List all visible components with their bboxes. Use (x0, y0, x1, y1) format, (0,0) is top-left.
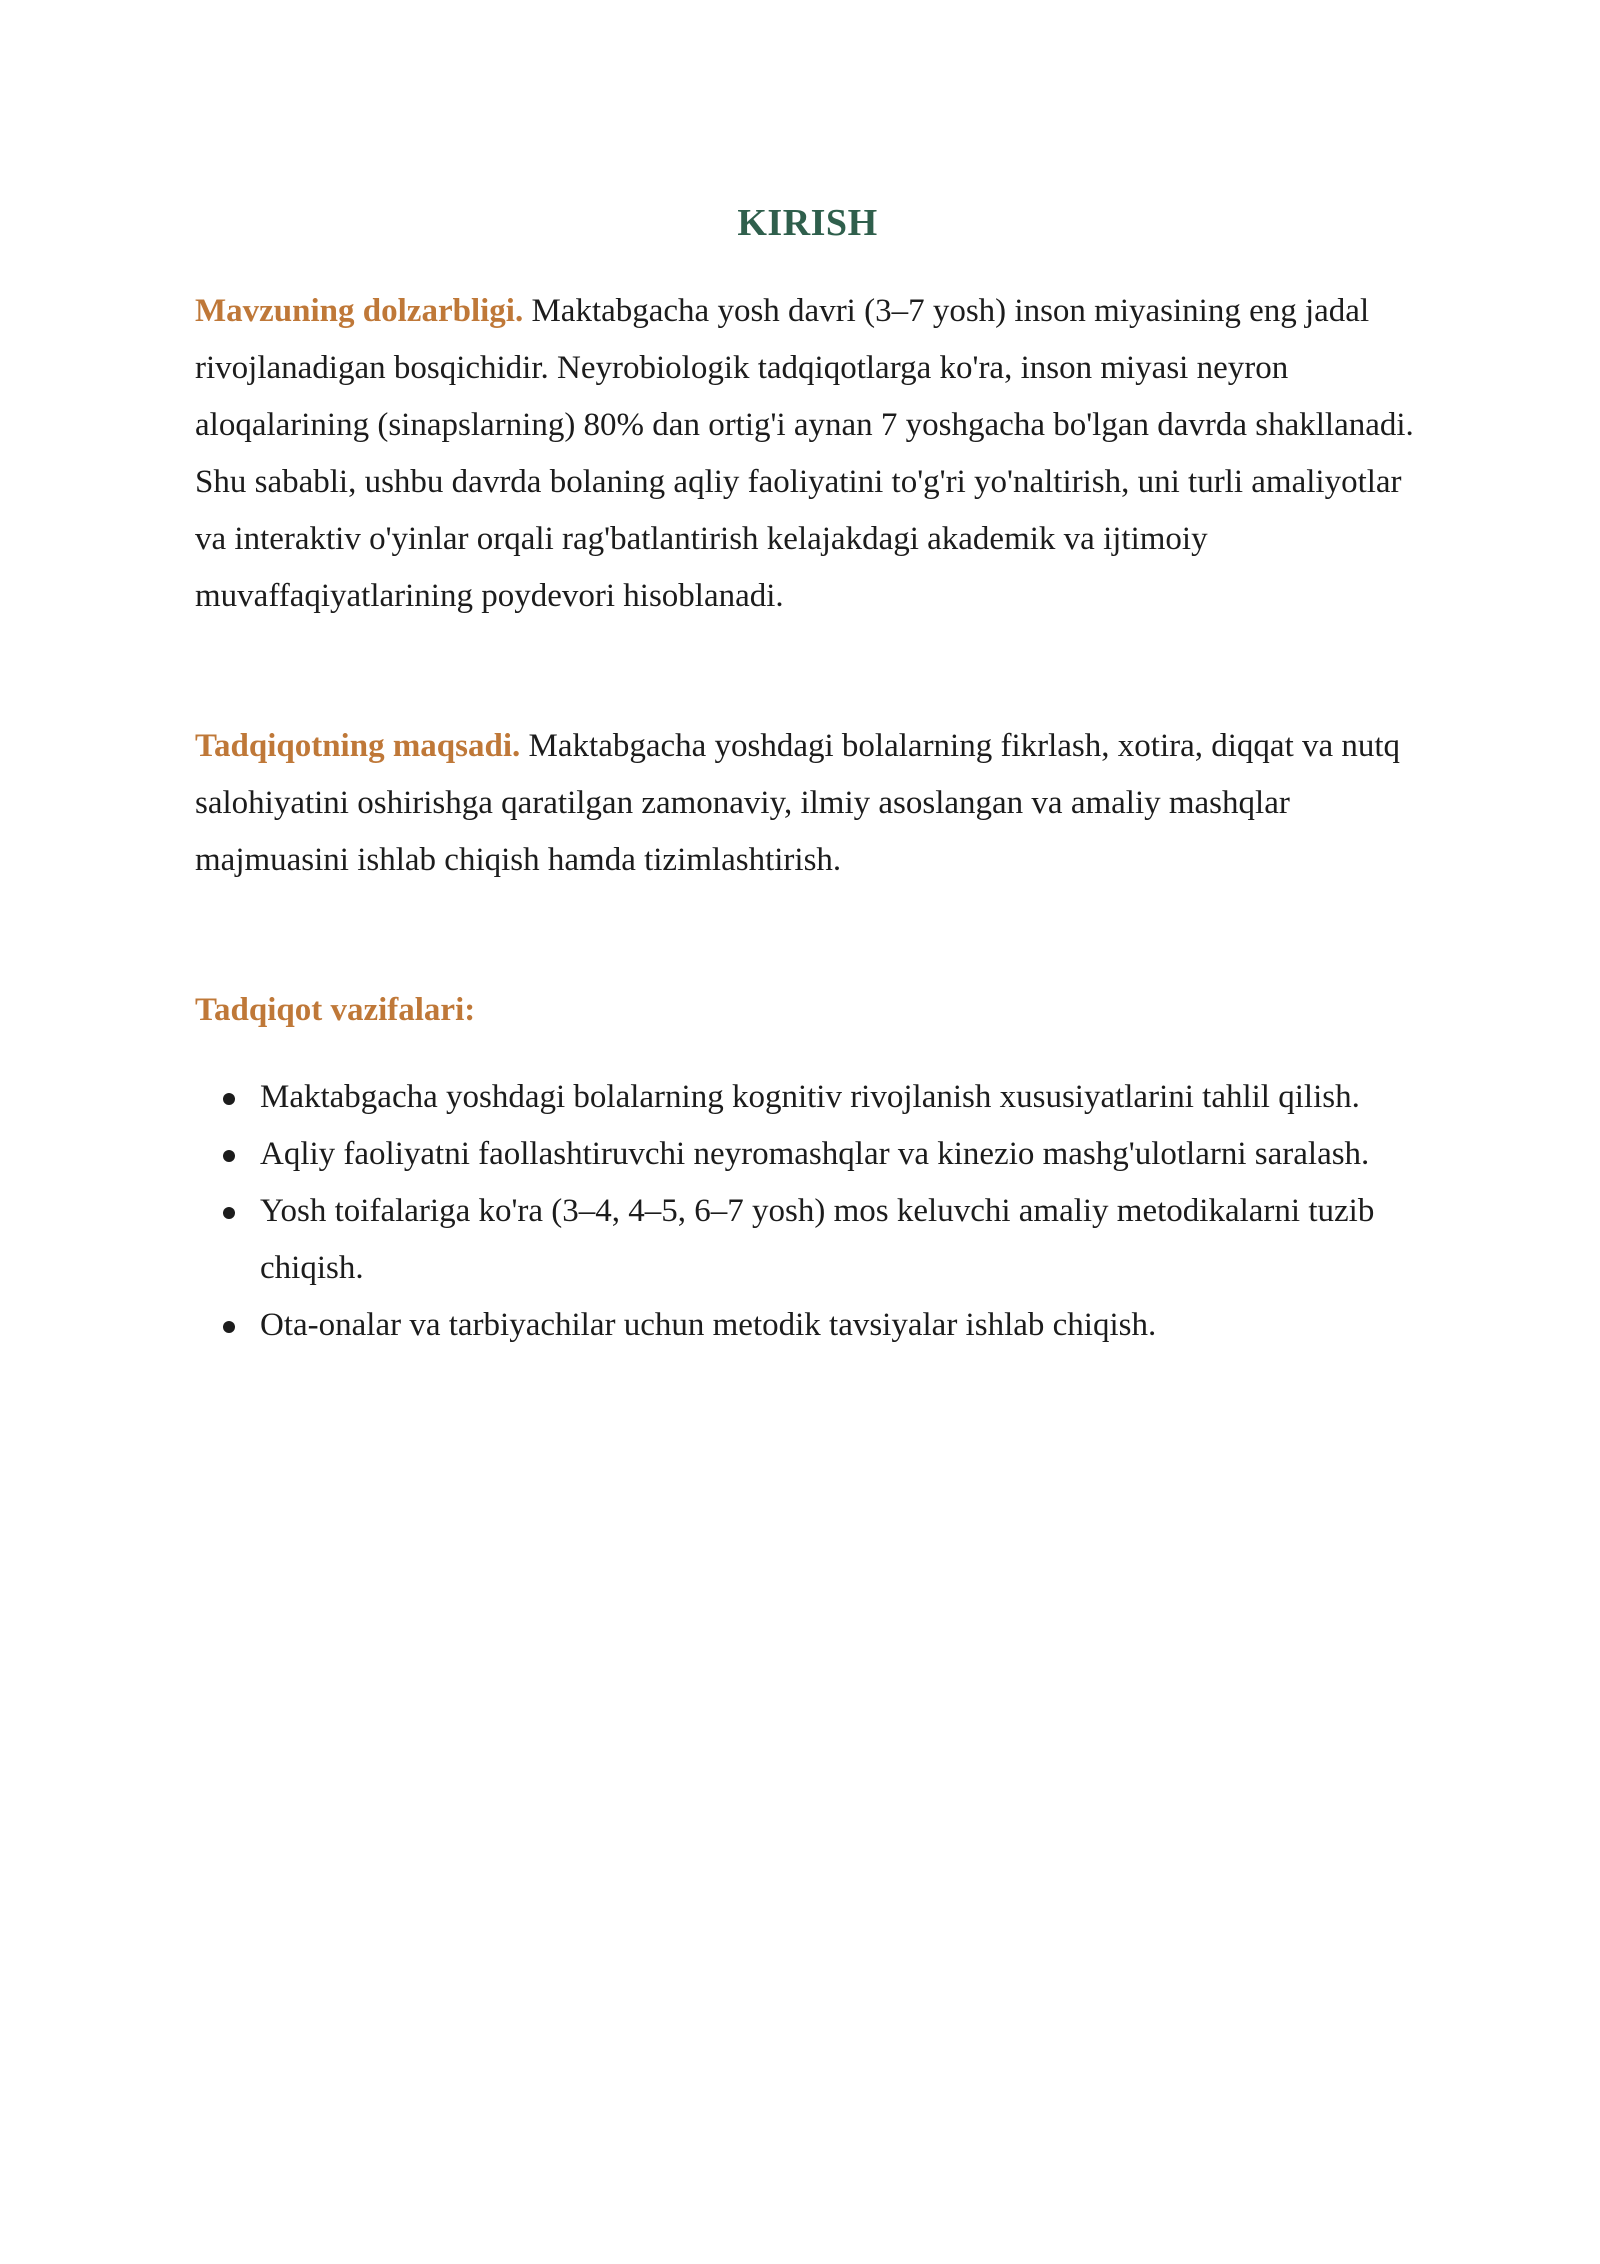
list-item-text: Yosh toifalariga ko'ra (3–4, 4–5, 6–7 yosh) mos keluvchi amaliy metodikalarni tuzib chiqish. (260, 1193, 1375, 1286)
document-page (195, 195, 1420, 1354)
list-item (195, 1126, 1420, 1183)
list-item (195, 1183, 1420, 1297)
list-item (195, 1297, 1420, 1354)
goal-label: Tadqiqotning maqsadi. (195, 728, 521, 764)
tasks-heading: Tadqiqot vazifalari: (195, 992, 476, 1028)
relevance-paragraph (195, 283, 1420, 625)
relevance-text: Maktabgacha yosh davri (3–7 yosh) inson miyasining eng jadal rivojlanadigan bosqichidir. Neyrobiologik tadqiqotlarga ko'ra, inson miyasi neyron aloqalarining (sinapslarning) 80% dan ortig'i aynan 7 yoshgacha bo'lgan davrda shakllanadi. Shu sababli, ushbu davrda bolaning aqliy faoliyatini to'g'ri yo'naltirish, uni turli amaliyotlar va interaktiv o'yinlar orqali rag'batlantirish kelajakdagi akademik va ijtimoiy muvaffaqiyatlarining poydevori hisoblanadi. (195, 293, 1414, 614)
page-title: KIRISH (737, 202, 878, 244)
list-item-text: Aqliy faoliyatni faollashtiruvchi neyromashqlar va kinezio mashg'ulotlarni saralash. (260, 1136, 1370, 1172)
relevance-label: Mavzuning dolzarbligi. (195, 293, 524, 329)
task-list (195, 1069, 1420, 1354)
bullet-icon (223, 1207, 235, 1219)
goal-text: Maktabgacha yoshdagi bolalarning fikrlash, xotira, diqqat va nutq salohiyatini oshirishga qaratilgan zamonaviy, ilmiy asoslangan va amaliy mashqlar majmuasini ishlab chiqish hamda tizimlashtirish. (195, 728, 1401, 878)
list-item-text: Ota-onalar va tarbiyachilar uchun metodik tavsiyalar ishlab chiqish. (260, 1307, 1157, 1343)
bullet-icon (223, 1150, 235, 1162)
list-item (195, 1069, 1420, 1126)
list-item-text: Maktabgacha yoshdagi bolalarning kognitiv rivojlanish xususiyatlarini tahlil qilish. (260, 1079, 1360, 1115)
goal-paragraph (195, 718, 1420, 889)
bullet-icon (223, 1093, 235, 1105)
bullet-icon (223, 1321, 235, 1333)
